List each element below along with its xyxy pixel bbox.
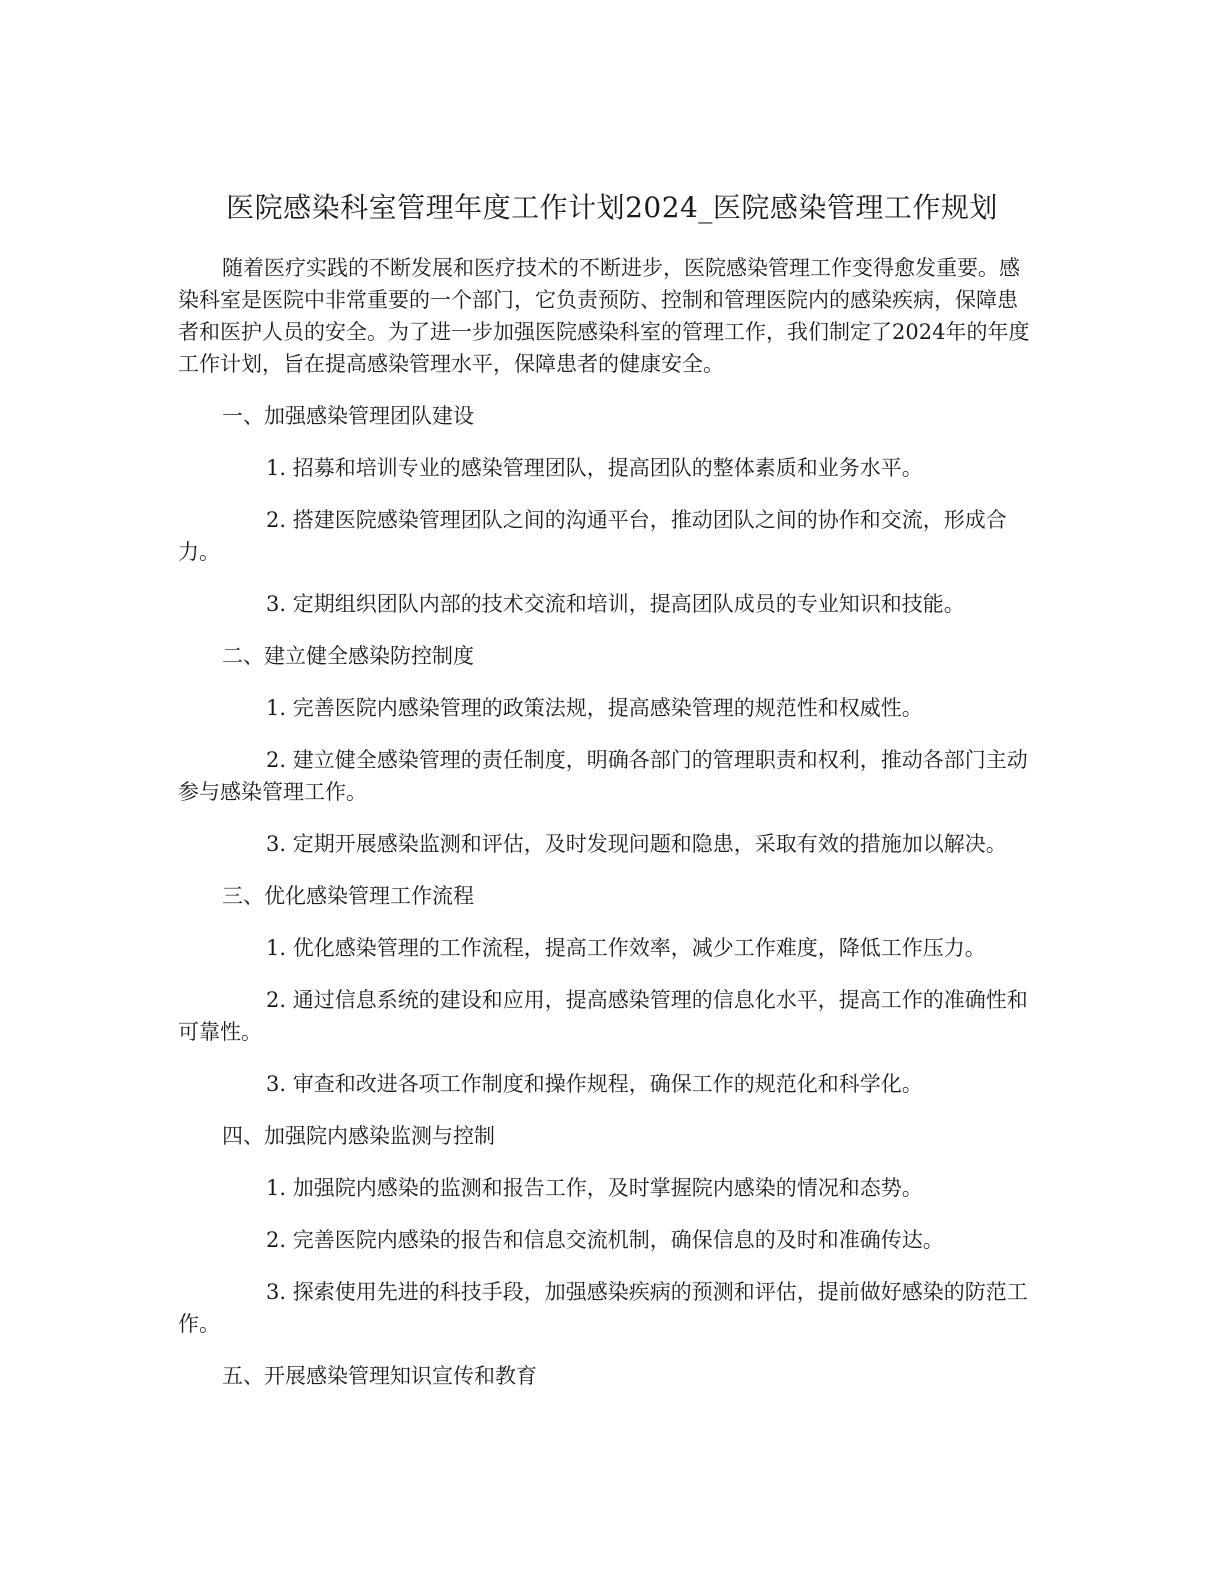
item-text: 招募和培训专业的感染管理团队，提高团队的整体素质和业务水平。 [292, 456, 923, 480]
item-text: 探索使用先进的科技手段，加强感染疾病的预测和评估，提前做好感染的防范工作。 [178, 1280, 1028, 1336]
section-heading: 五、开展感染管理知识宣传和教育 [222, 1364, 537, 1388]
document-body [178, 252, 1038, 1412]
item-number: 3. [266, 1072, 287, 1096]
list-item [178, 1224, 1038, 1256]
item-number: 2. [266, 508, 287, 532]
item-number: 3. [266, 592, 287, 616]
item-text: 定期开展感染监测和评估，及时发现问题和隐患，采取有效的措施加以解决。 [292, 832, 1007, 856]
section-heading: 三、优化感染管理工作流程 [222, 884, 474, 908]
item-text: 建立健全感染管理的责任制度，明确各部门的管理职责和权利，推动各部门主动参与感染管理工作。 [178, 748, 1028, 804]
list-item [178, 932, 1038, 964]
item-text: 完善医院内感染的报告和信息交流机制，确保信息的及时和准确传达。 [292, 1228, 944, 1252]
item-number: 1. [266, 456, 287, 480]
list-item [178, 692, 1038, 724]
item-text: 搭建医院感染管理团队之间的沟通平台，推动团队之间的协作和交流，形成合力。 [178, 508, 1007, 564]
intro-paragraph: 随着医疗实践的不断发展和医疗技术的不断进步，医院感染管理工作变得愈发重要。感染科室是医院中非常重要的一个部门，它负责预防、控制和管理医院内的感染疾病，保障患者和医护人员的安全。为了进一步加强医院感染科室的管理工作，我们制定了2024年的年度工作计划，旨在提高感染管理水平，保障患者的健康安全。 [178, 256, 1030, 376]
list-item [178, 744, 1038, 808]
item-number: 3. [266, 1280, 287, 1304]
section-heading: 四、加强院内感染监测与控制 [222, 1124, 495, 1148]
item-text: 完善医院内感染管理的政策法规，提高感染管理的规范性和权威性。 [292, 696, 923, 720]
item-number: 2. [266, 748, 287, 772]
list-item [178, 828, 1038, 860]
item-text: 审查和改进各项工作制度和操作规程，确保工作的规范化和科学化。 [292, 1072, 923, 1096]
item-number: 1. [266, 936, 287, 960]
list-item [178, 588, 1038, 620]
list-item [178, 1276, 1038, 1340]
item-text: 通过信息系统的建设和应用，提高感染管理的信息化水平，提高工作的准确性和可靠性。 [178, 988, 1028, 1044]
list-item [178, 1172, 1038, 1204]
document-title: 医院感染科室管理年度工作计划2024_医院感染管理工作规划 [226, 191, 998, 224]
list-item [178, 504, 1038, 568]
section-heading: 一、加强感染管理团队建设 [222, 404, 474, 428]
list-item [178, 1068, 1038, 1100]
item-text: 加强院内感染的监测和报告工作，及时掌握院内感染的情况和态势。 [292, 1176, 923, 1200]
item-number: 3. [266, 832, 287, 856]
list-item [178, 984, 1038, 1048]
section-heading: 二、建立健全感染防控制度 [222, 644, 474, 668]
item-number: 2. [266, 1228, 287, 1252]
list-item [178, 452, 1038, 484]
item-text: 优化感染管理的工作流程，提高工作效率，减少工作难度，降低工作压力。 [292, 936, 986, 960]
item-text: 定期组织团队内部的技术交流和培训，提高团队成员的专业知识和技能。 [292, 592, 965, 616]
item-number: 1. [266, 1176, 287, 1200]
item-number: 1. [266, 696, 287, 720]
item-number: 2. [266, 988, 287, 1012]
